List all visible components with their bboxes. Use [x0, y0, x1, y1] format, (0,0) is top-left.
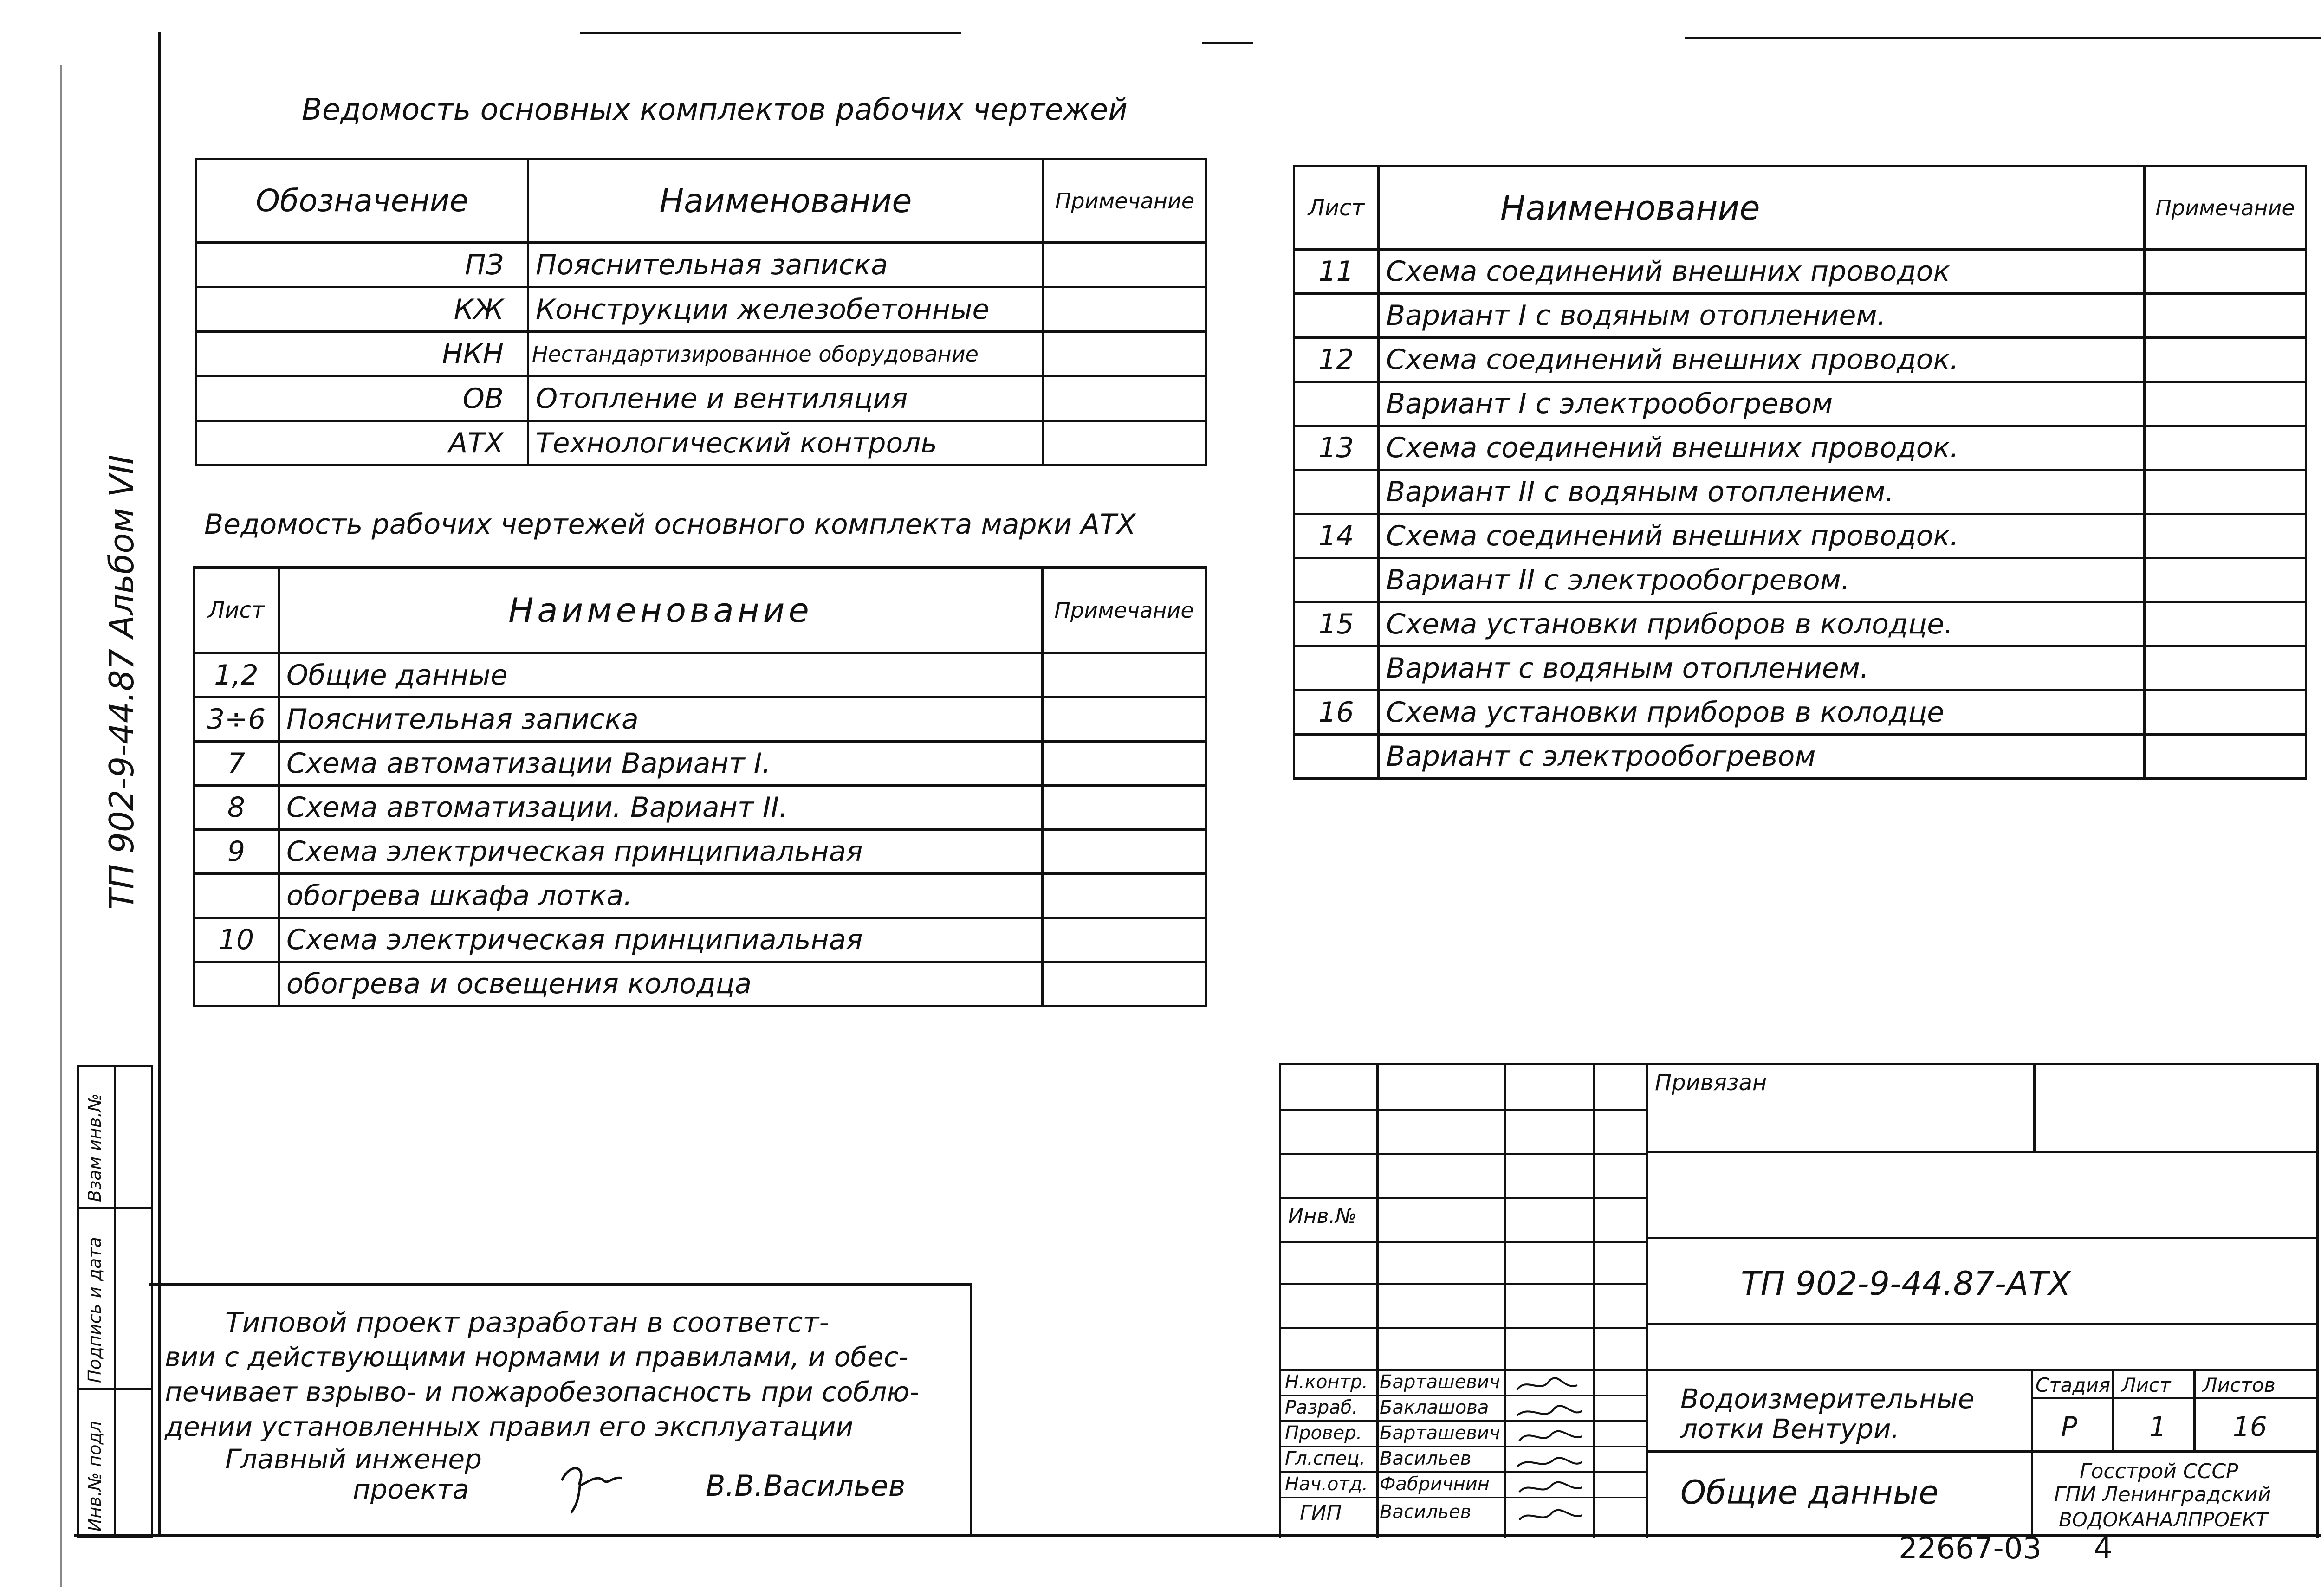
table3-row-sheet	[1294, 470, 1379, 514]
note-line: вии с действующими нормами и правилами, и обес-	[165, 1341, 908, 1373]
table1-row-note	[1044, 421, 1206, 465]
role-label: Гл.спец.	[1285, 1448, 1366, 1469]
table2-row-note	[1043, 786, 1206, 830]
table3-row-name: Схема установки приборов в колодце	[1379, 691, 2145, 735]
table3-row-name: Вариант с водяным отоплением.	[1379, 646, 2145, 691]
table2	[193, 566, 1207, 1007]
role-name: Фабричнин	[1380, 1473, 1490, 1495]
table2-row-sheet: 10	[194, 918, 279, 962]
table3-row-sheet: 12	[1294, 338, 1379, 382]
table3-row-sheet: 11	[1294, 250, 1379, 294]
table3-row-sheet: 13	[1294, 426, 1379, 470]
table2-header-name: Наименование	[279, 568, 1043, 653]
table3-header-name: Наименование	[1379, 166, 2145, 250]
table2-row-name: Схема электрическая принципиальная	[279, 830, 1043, 874]
binding-margin-line	[60, 65, 62, 1587]
sheet-label: Лист	[2121, 1374, 2171, 1396]
table1-row-code: КЖ	[196, 287, 528, 332]
note-line: дении установленных правил его эксплуатации	[165, 1411, 854, 1442]
table2-row-sheet: 9	[194, 830, 279, 874]
table3-row-sheet	[1294, 735, 1379, 779]
frame-top-line-3	[1685, 37, 2321, 39]
table2-row-note	[1043, 653, 1206, 698]
table3-row-sheet: 16	[1294, 691, 1379, 735]
title-block	[1279, 1063, 2319, 1538]
table3-row-name: Схема соединений внешних проводок.	[1379, 426, 2145, 470]
table1-header-name: Наименование	[528, 159, 1044, 243]
table3-row-note	[2145, 338, 2306, 382]
org-line3: ВОДОКАНАЛПРОЕКТ	[2059, 1508, 2268, 1531]
table3-row-sheet: 14	[1294, 514, 1379, 558]
table1-title: Ведомость основных комплектов рабочих чертежей	[302, 93, 1128, 127]
table3-row-name: Вариант II с электрообогревом.	[1379, 558, 2145, 602]
table2-row-sheet	[194, 874, 279, 918]
table3-header-note: Примечание	[2145, 166, 2306, 250]
table2-row-sheet: 8	[194, 786, 279, 830]
table3-row-name: Схема соединений внешних проводок.	[1379, 514, 2145, 558]
table3-row-sheet	[1294, 646, 1379, 691]
chief-name: В.В.Васильев	[706, 1469, 906, 1503]
signatures-icon	[1508, 1371, 1591, 1538]
table2-title: Ведомость рабочих чертежей основного комплекта марки АТХ	[204, 508, 1136, 541]
footer-number: 22667-03	[1899, 1531, 2042, 1566]
sheets-label: Листов	[2203, 1374, 2276, 1396]
table1-row-code: НКН	[196, 332, 528, 376]
role-name: Васильев	[1380, 1448, 1472, 1469]
table1-row-note	[1044, 287, 1206, 332]
table3-row-name: Вариант II с водяным отоплением.	[1379, 470, 2145, 514]
table3-row-sheet	[1294, 382, 1379, 426]
table1-row-code: ПЗ	[196, 243, 528, 287]
table3	[1293, 165, 2307, 780]
table1-row-name: Нестандартизированное оборудование	[528, 332, 1044, 376]
sheets-value: 16	[2233, 1411, 2267, 1442]
table3-row-sheet	[1294, 294, 1379, 338]
sheet-value: 1	[2149, 1411, 2166, 1442]
table2-row-sheet	[194, 962, 279, 1006]
table1-row-name: Отопление и вентиляция	[528, 376, 1044, 421]
org-line1: Госстрой СССР	[2080, 1460, 2238, 1483]
table2-row-note	[1043, 742, 1206, 786]
table2-row-name: Схема электрическая принципиальная	[279, 918, 1043, 962]
table1-row-code: АТХ	[196, 421, 528, 465]
role-name: Барташевич	[1380, 1422, 1500, 1444]
table3-row-note	[2145, 426, 2306, 470]
table2-row-note	[1043, 962, 1206, 1006]
table1-row-note	[1044, 332, 1206, 376]
table3-row-note	[2145, 470, 2306, 514]
table1-row-name: Технологический контроль	[528, 421, 1044, 465]
table3-header-sheet: Лист	[1294, 166, 1379, 250]
role-name: Васильев	[1380, 1501, 1472, 1523]
table2-row-name: Общие данные	[279, 653, 1043, 698]
frame-top-line-1	[580, 32, 961, 34]
table2-row-sheet: 3÷6	[194, 698, 279, 742]
table3-row-sheet	[1294, 558, 1379, 602]
role-name: Баклашова	[1380, 1397, 1489, 1418]
table2-row-sheet: 1,2	[194, 653, 279, 698]
note-line: Типовой проект разработан в соответст-	[225, 1306, 829, 1339]
table2-header-note: Примечание	[1043, 568, 1206, 653]
table2-row-name: Пояснительная записка	[279, 698, 1043, 742]
table3-row-name: Вариант I с водяным отоплением.	[1379, 294, 2145, 338]
table3-row-name: Схема установки приборов в колодце.	[1379, 602, 2145, 646]
table3-row-note	[2145, 294, 2306, 338]
table1-row-name: Конструкции железобетонные	[528, 287, 1044, 332]
table3-row-note	[2145, 691, 2306, 735]
table3-row-note	[2145, 646, 2306, 691]
chief-signature-icon	[552, 1453, 627, 1518]
role-label: Нач.отд.	[1285, 1473, 1368, 1495]
table3-row-name: Вариант с электрообогревом	[1379, 735, 2145, 779]
note-block	[149, 1283, 972, 1536]
table3-row-note	[2145, 735, 2306, 779]
table3-row-name: Схема соединений внешних проводок.	[1379, 338, 2145, 382]
inv-label: Инв.№	[1288, 1204, 1357, 1228]
table1	[195, 158, 1207, 466]
object-name-line2: лотки Вентури.	[1680, 1413, 1900, 1445]
object-name-line1: Водоизмерительные	[1680, 1383, 1975, 1415]
table3-row-note	[2145, 602, 2306, 646]
table2-row-note	[1043, 874, 1206, 918]
table3-row-sheet: 15	[1294, 602, 1379, 646]
table1-header-note: Примечание	[1044, 159, 1206, 243]
stage-label: Стадия	[2036, 1374, 2111, 1396]
privyazan-label: Привязан	[1655, 1070, 1767, 1096]
org-line2: ГПИ Ленинградский	[2054, 1483, 2271, 1506]
table3-row-note	[2145, 558, 2306, 602]
table3-row-name: Схема соединений внешних проводок	[1379, 250, 2145, 294]
role-label: ГИП	[1300, 1501, 1342, 1525]
role-label: Разраб.	[1285, 1397, 1358, 1418]
table3-row-note	[2145, 382, 2306, 426]
table3-row-note	[2145, 514, 2306, 558]
role-label: Провер.	[1285, 1422, 1362, 1444]
role-label: Н.контр.	[1285, 1371, 1368, 1393]
table2-row-note	[1043, 918, 1206, 962]
frame-top-line-2	[1202, 42, 1253, 44]
table2-row-name: Схема автоматизации. Вариант II.	[279, 786, 1043, 830]
chief-label-2: проекта	[353, 1473, 469, 1505]
sheet-title: Общие данные	[1680, 1473, 1939, 1512]
table2-row-note	[1043, 830, 1206, 874]
table3-row-name: Вариант I с электрообогревом	[1379, 382, 2145, 426]
table1-row-note	[1044, 376, 1206, 421]
table3-row-note	[2145, 250, 2306, 294]
footer-page: 4	[2094, 1531, 2113, 1566]
table2-row-name: Схема автоматизации Вариант I.	[279, 742, 1043, 786]
left-stamp	[77, 1065, 153, 1538]
side-label: ТП 902-9-44.87 Альбом VII	[102, 454, 141, 910]
table2-row-name: обогрева шкафа лотка.	[279, 874, 1043, 918]
stamp-cell-vzam: Взам инв.№	[84, 1093, 105, 1202]
drawing-code: ТП 902-9-44.87-АТХ	[1741, 1265, 2071, 1303]
table1-row-name: Пояснительная записка	[528, 243, 1044, 287]
table2-row-name: обогрева и освещения колодца	[279, 962, 1043, 1006]
chief-label-1: Главный инженер	[225, 1443, 482, 1475]
table1-row-code: ОВ	[196, 376, 528, 421]
table1-header-code: Обозначение	[196, 159, 528, 243]
note-line: печивает взрыво- и пожаробезопасность при соблю-	[165, 1376, 920, 1408]
role-name: Барташевич	[1380, 1371, 1500, 1393]
table2-row-sheet: 7	[194, 742, 279, 786]
table2-row-note	[1043, 698, 1206, 742]
table1-row-note	[1044, 243, 1206, 287]
stamp-cell-inv: Инв.№ подл	[84, 1421, 105, 1531]
stamp-cell-podpis: Подпись и дата	[84, 1237, 105, 1383]
stage-value: Р	[2061, 1411, 2077, 1442]
table2-header-sheet: Лист	[194, 568, 279, 653]
